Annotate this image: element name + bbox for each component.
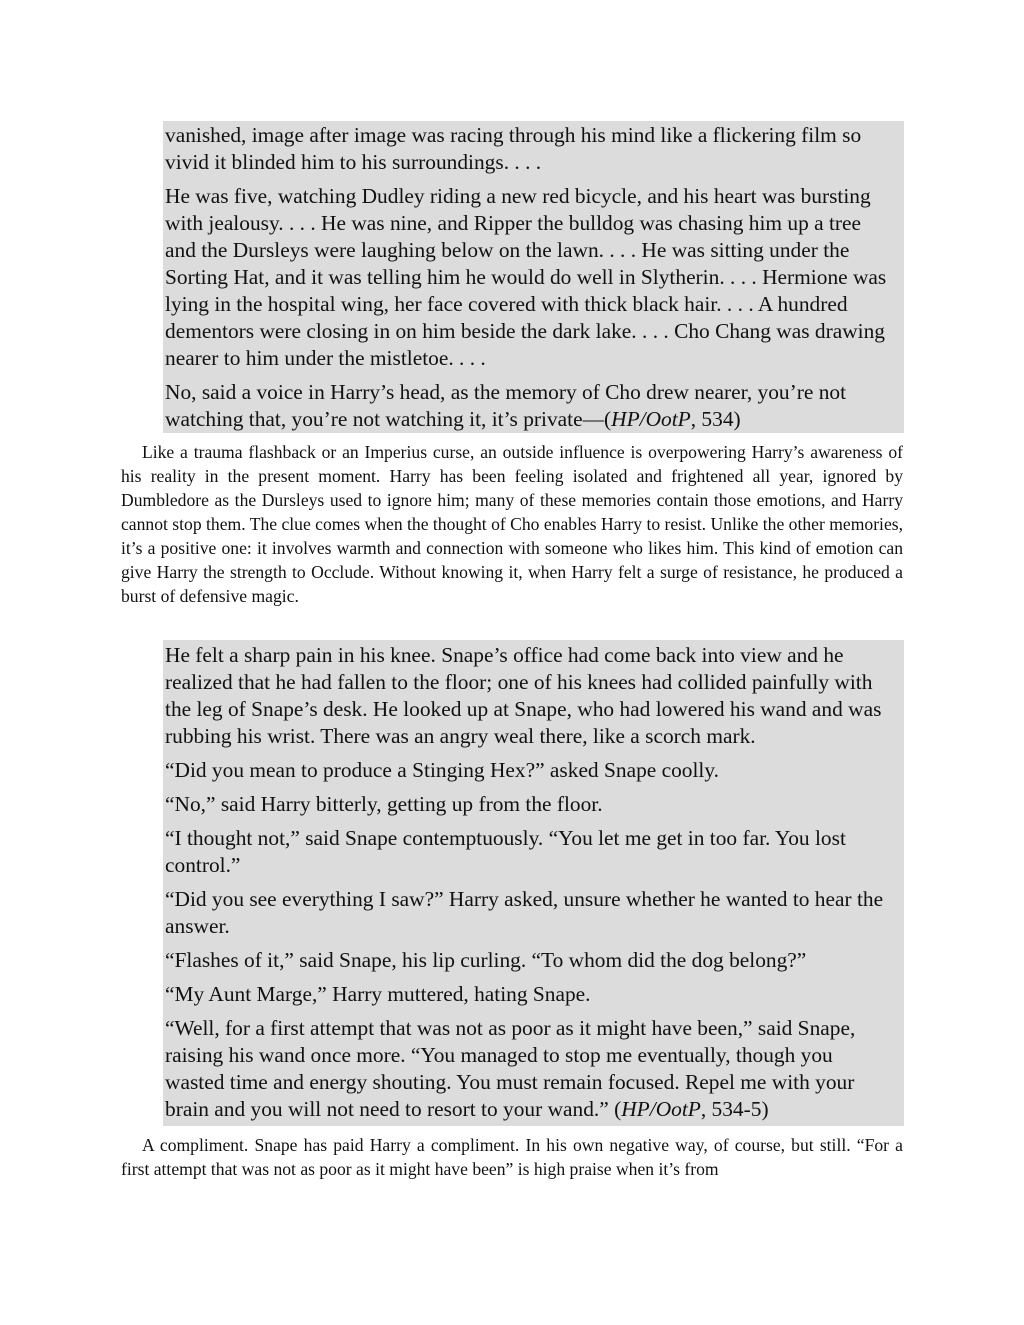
quote-paragraph: vanished, image after image was racing through his mind like a flickering film so vivid it blinded him to his surroundings. . . . — [165, 123, 862, 174]
quote-paragraph: “Did you see everything I saw?” Harry asked, unsure whether he wanted to hear the answer. — [165, 887, 884, 938]
quote-paragraph: “Did you mean to produce a Stinging Hex?” asked Snape coolly. — [165, 758, 720, 782]
quote-paragraph: He was five, watching Dudley riding a new red bicycle, and his heart was bursting with jealousy. . . . He was nine, and Ripper the bulldog was chasing him up a tree and the Dursleys were laughing below on the lawn. . . . He was sitting under the Sorting Hat, and it was telling him he would do well in Slytherin. . . . Hermione was lying in the hospital wing, her face covered with thick black hair. . . . A hundred dementors were closing in on him beside the dark lake. . . . Cho Chang was drawing nearer to him under the mistletoe. . . . — [165, 184, 887, 370]
quote-paragraph: He felt a sharp pain in his knee. Snape’s office had come back into view and he realized that he had fallen to the floor; one of his knees had collided painfully with the leg of Snape’s desk. He looked up at Snape, who had lowered his wand and was rubbing his wrist. There was an angry weal there, like a scorch mark. — [165, 643, 882, 748]
quote-paragraph-citation — [165, 1015, 896, 1123]
citation-title: HP/OotP — [611, 407, 691, 431]
quote-text: No, said a voice in Harry’s head, as the memory of Cho drew nearer, you’re not watching that, you’re not watching it, it’s private—( — [165, 380, 847, 431]
block-quote-2 — [163, 640, 904, 1126]
body-paragraph: A compliment. Snape has paid Harry a compliment. In his own negative way, of course, but still. “For a first attempt that was not as poor as it might have been” is high praise when it’s from — [121, 1135, 903, 1179]
block-quote-1 — [163, 121, 904, 433]
quote-paragraph: “Flashes of it,” said Snape, his lip curling. “To whom did the dog belong?” — [165, 948, 807, 972]
citation-pages: , 534-5) — [700, 1097, 769, 1121]
quote-paragraph: “No,” said Harry bitterly, getting up from the floor. — [165, 792, 603, 816]
quote-paragraph-citation — [165, 379, 896, 433]
quote-text: “Well, for a first attempt that was not as poor as it might have been,” said Snape, raising his wand once more. “You managed to stop me eventually, though you wasted time and energy shouting. You must remain focused. Repel me with your brain and you will not need to resort to your wand.” ( — [165, 1016, 856, 1121]
citation-pages: , 534) — [690, 407, 741, 431]
body-paragraph: Like a trauma flashback or an Imperius curse, an outside influence is overpowering Harry’s awareness of his reality in the present moment. Harry has been feeling isolated and frightened all year, ignored by Dumbledore as the Dursleys used to ignore him; many of these memories contain those emotions, and Harry cannot stop them. The clue comes when the thought of Cho enables Harry to resist. Unlike the other memories, it’s a positive one: it involves warmth and connection with someone who likes him. This kind of emotion can give Harry the strength to Occlude. Without knowing it, when Harry felt a surge of resistance, he produced a burst of defensive magic. — [121, 442, 903, 606]
citation-title: HP/OotP — [621, 1097, 701, 1121]
quote-paragraph: “My Aunt Marge,” Harry muttered, hating Snape. — [165, 982, 591, 1006]
quote-paragraph: “I thought not,” said Snape contemptuously. “You let me get in too far. You lost control.” — [165, 826, 846, 877]
